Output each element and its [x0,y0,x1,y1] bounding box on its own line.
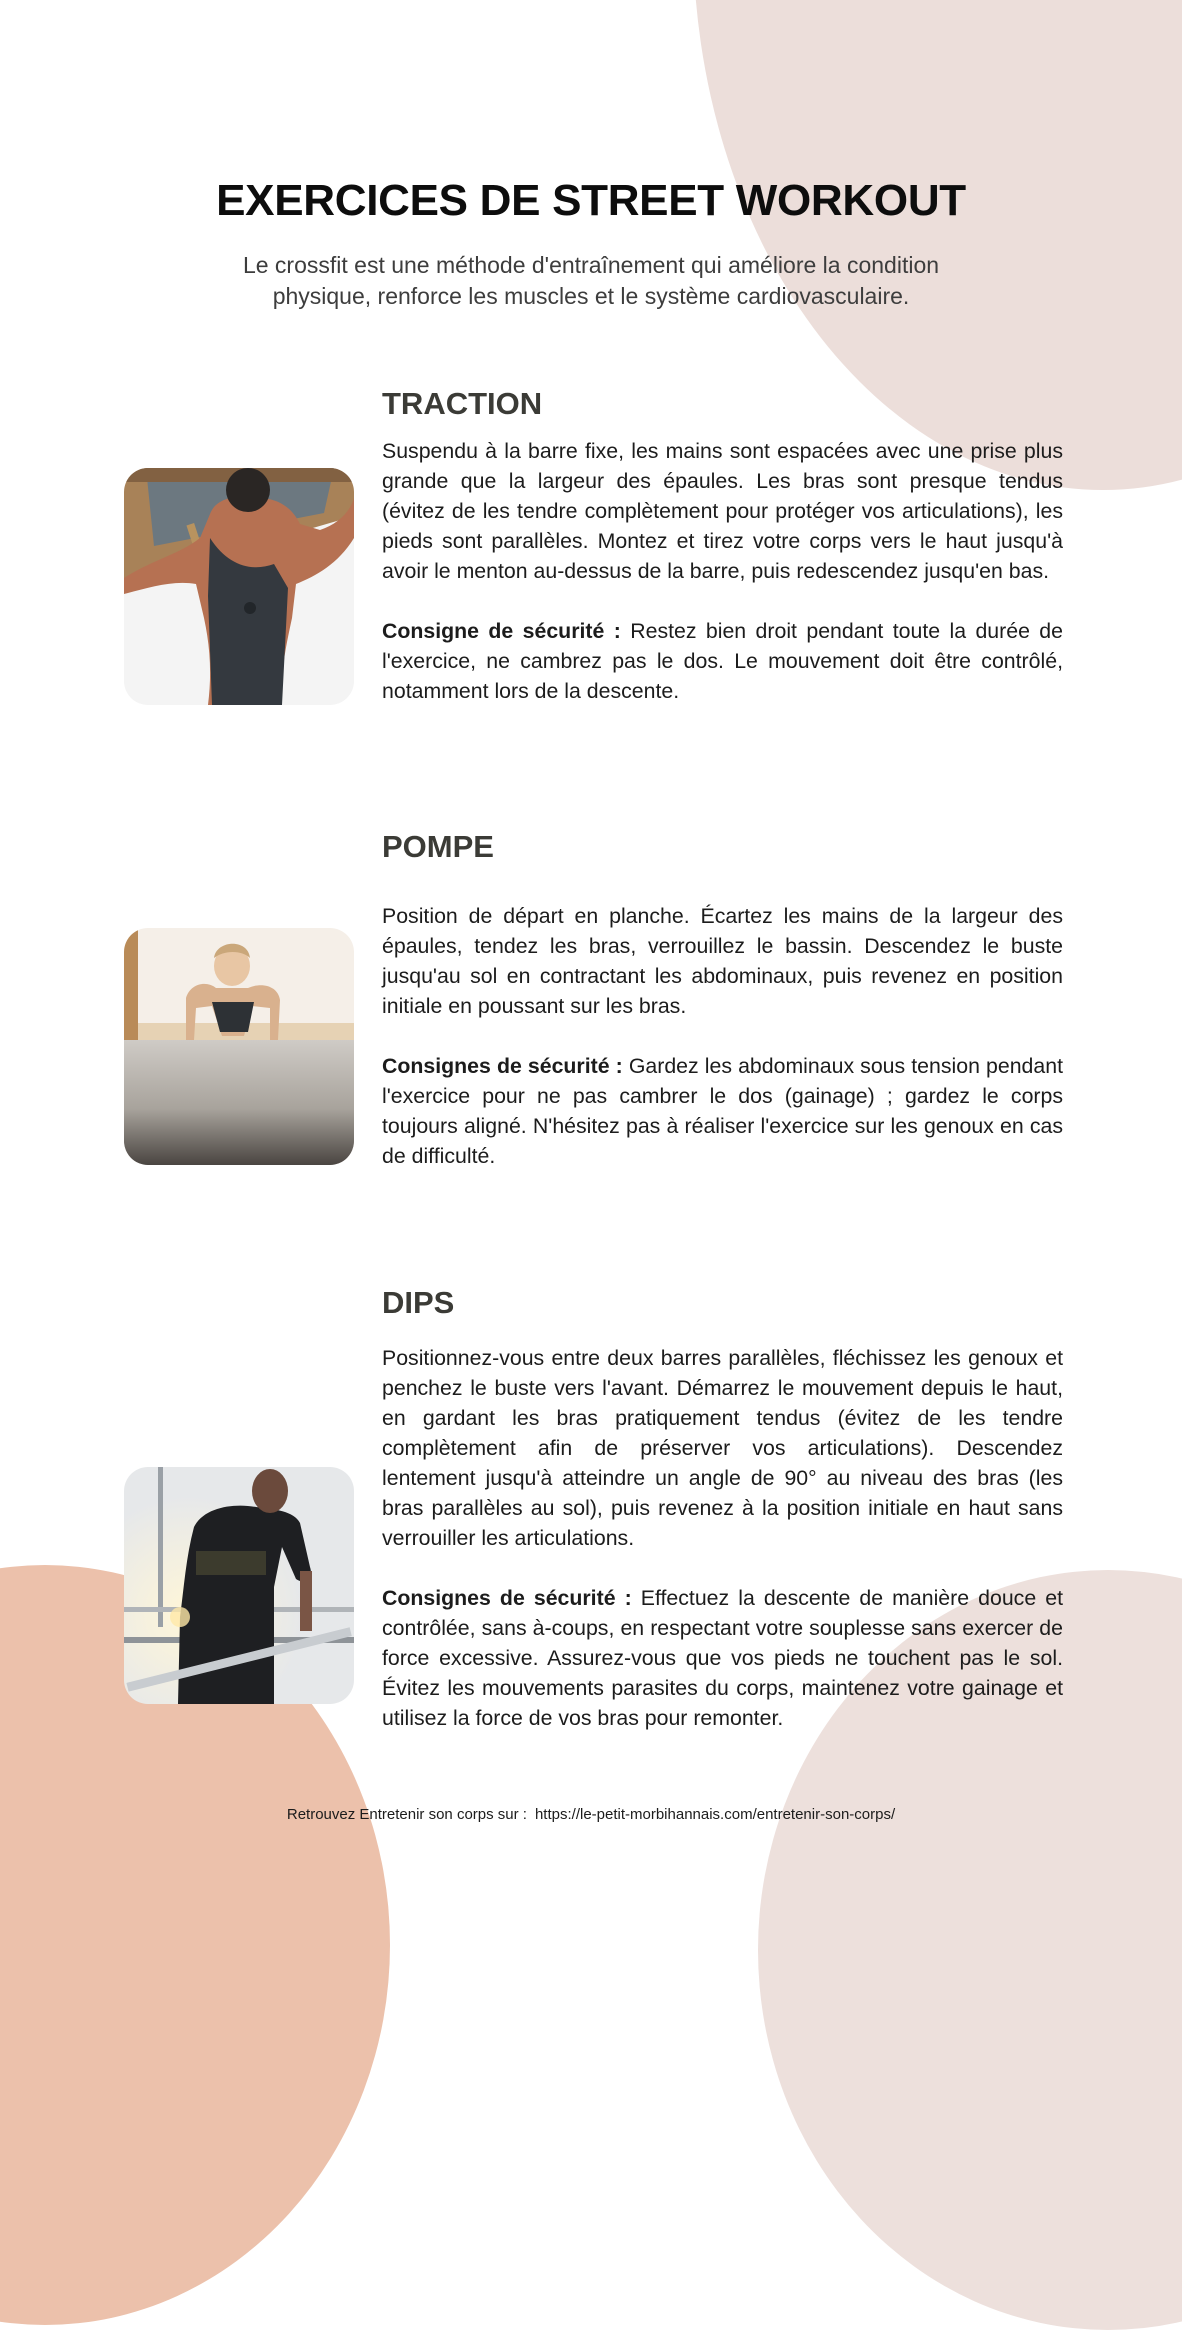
footer [0,1806,1182,1823]
dips-photo [124,1467,354,1704]
safety-text: Restez bien droit pendant toute la durée de l'exercice, ne cambrez pas le dos. Le mouvement doit être contrôlé, notamment lors de la descente. [382,619,1063,703]
description-pompe: Position de départ en planche. Écartez les mains de la largeur des épaules, tendez les bras, verrouillez le bassin. Descendez le buste jusqu'au sol en contractant les abdominaux, puis revenez en position initiale en poussant sur les bras. [382,904,1063,1018]
section-title-traction: TRACTION [382,386,543,421]
section-title-pompe: POMPE [382,829,494,864]
description-traction: Suspendu à la barre fixe, les mains sont espacées avec une prise plus grande que la largeur des épaules. Les bras sont presque tendus (évitez de les tendre complètement pour protéger vos articulations), les pieds sont parallèles. Montez et tirez votre corps vers le haut jusqu'à avoir le menton au-dessus de la barre, puis redescendez jusqu'en bas. [382,439,1063,583]
footer-link[interactable]: https://le-petit-morbihannais.com/entretenir-son-corps/ [534,1806,896,1823]
safety-note-pompe [382,1051,1063,1171]
safety-text: Gardez les abdominaux sous tension pendant l'exercice pour ne pas cambrer le dos (gainage) ; gardez le corps toujours aligné. N'hésitez pas à réaliser l'exercice sur les genoux en cas de difficulté. [382,1054,1063,1168]
pull-up-photo [124,468,354,705]
safety-note-dips [382,1583,1063,1733]
section-text-dips [382,1343,1063,1733]
page-subtitle: Le crossfit est une méthode d'entraînement qui améliore la condition physique, renforce les muscles et le système cardiovasculaire. [242,252,940,309]
section-title-dips: DIPS [382,1285,455,1320]
safety-text: Effectuez la descente de manière douce et contrôlée, sans à-coups, en respectant votre souplesse sans exercer de force excessive. Assurez-vous que vos pieds ne touchent pas le sol. Évitez les mouvements parasites du corps, maintenez votre gainage et utilisez la force de vos bras pour remonter. [382,1586,1064,1730]
safety-label: Consigne de sécurité : [382,619,621,643]
page-title: EXERCICES DE STREET WORKOUT [216,176,966,225]
description-dips: Positionnez-vous entre deux barres parallèles, fléchissez les genoux et penchez le buste vers l'avant. Démarrez le mouvement depuis le haut, en gardant les bras pratiquement tendus (évitez de les tendre complètement afin de préserver vos articulations). Descendez lentement jusqu'à atteindre un angle de 90° au niveau des bras (les bras parallèles au sol), puis revenez à la position initiale en haut sans verrouiller les articulations. [382,1346,1063,1550]
section-text-traction [382,436,1063,706]
safety-label: Consignes de sécurité : [382,1054,623,1078]
section-text-pompe [382,901,1063,1171]
safety-note-traction [382,616,1063,706]
safety-label: Consignes de sécurité : [382,1586,632,1610]
footer-label: Retrouvez Entretenir son corps sur : [286,1806,527,1823]
decorative-blob-top-right [693,0,1182,490]
push-up-photo [124,928,354,1165]
